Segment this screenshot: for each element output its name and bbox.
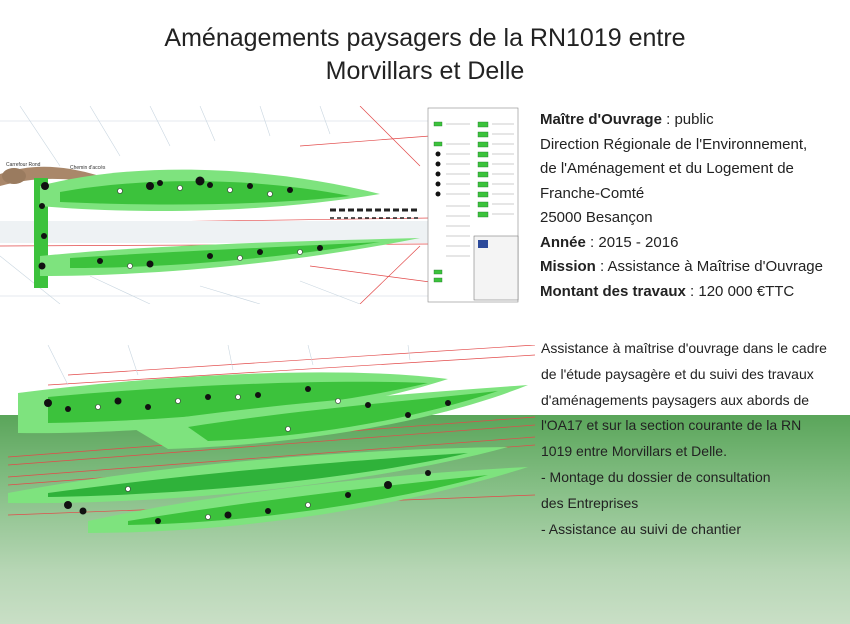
page-title	[0, 22, 850, 88]
annee-label: Année	[540, 233, 586, 251]
maitre-ouvrage-label: Maître d'Ouvrage	[540, 111, 662, 128]
org-line-1: Direction Régionale de l'Environnement,	[540, 135, 808, 153]
plan-label-rond: Carrefour Rond	[6, 162, 41, 168]
montant-value: : 120 000 €TTC	[685, 282, 795, 300]
city: 25000 Besançon	[540, 209, 653, 226]
title-line-2: Morvillars et Delle	[325, 57, 525, 85]
mission-label: Mission	[540, 258, 596, 275]
project-info	[540, 108, 845, 304]
description-line: des Entreprises	[541, 494, 639, 511]
landscape-plan-bottom	[8, 345, 535, 545]
project-description	[541, 336, 846, 542]
montant-label: Montant des travaux	[540, 282, 686, 300]
org-line-2: de l'Aménagement et du Logement de	[540, 160, 794, 177]
landscape-plan-top	[0, 106, 520, 304]
plan-label-chemin: Chemin d'accès	[70, 165, 106, 171]
description-line: Assistance à maîtrise d'ouvrage dans le cadre	[541, 340, 827, 356]
maitre-ouvrage-value: : public	[661, 111, 714, 128]
description-line: - Assistance au suivi de chantier	[541, 520, 741, 537]
org-line-3: Franche-Comté	[540, 184, 645, 202]
maitre-ouvrage-row	[540, 108, 845, 133]
description-line: 1019 entre Morvillars et Delle.	[541, 443, 727, 460]
annee-row	[540, 231, 845, 256]
description-line: - Montage du dossier de consultation	[541, 468, 771, 485]
mission-row	[540, 255, 845, 280]
description-line: de l'étude paysagère et du suivi des travaux	[541, 365, 814, 382]
annee-value: : 2015 - 2016	[585, 233, 679, 251]
mission-value: : Assistance à Maîtrise d'Ouvrage	[595, 258, 823, 275]
description-line: d'aménagements paysagers aux abords de	[541, 391, 810, 408]
montant-row	[540, 280, 845, 305]
title-line-1: Aménagements paysagers de la RN1019 entre	[164, 24, 686, 52]
description-line: l'OA17 et sur la section courante de la RN	[541, 417, 802, 434]
